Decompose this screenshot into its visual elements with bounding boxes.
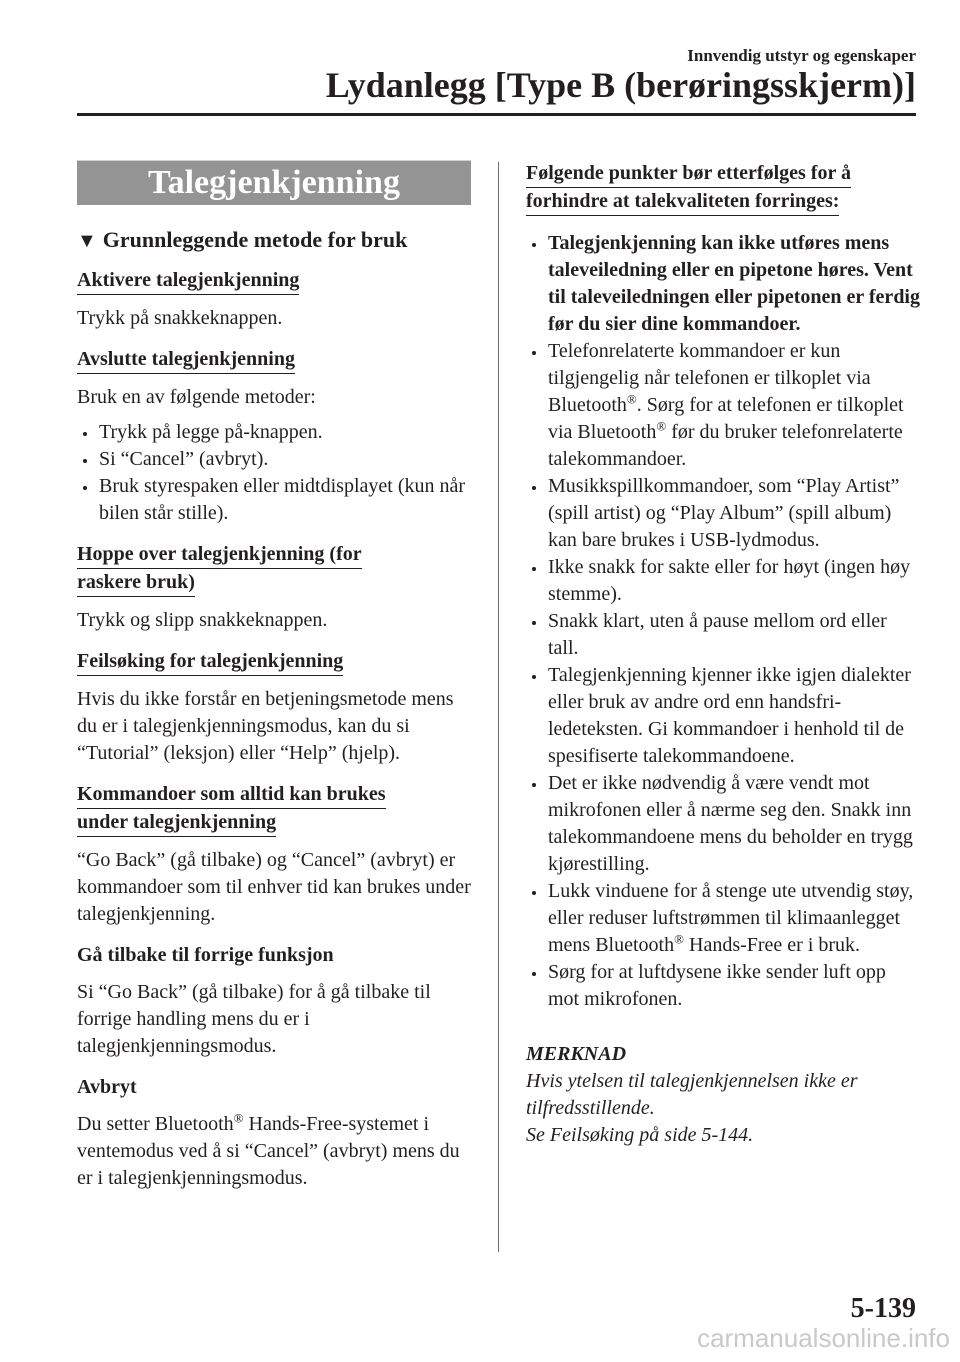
paragraph-end: Bruk en av følgende metoder: [77,386,316,409]
paragraph-troubleshoot: Hvis du ikke forstår en betjeningsmetode mens du er i talegjenkjenningsmodus, kan du si “Tutorial” (leksjon) eller “Help” (hjelp). [77,688,454,765]
text-run: Hands-Free er i bruk. [684,934,861,956]
subheading-go-back: Gå tilbake til forrige funksjon [77,944,334,967]
subheading-skip-line1: Hoppe over talegjenkjenning (for [77,541,362,569]
header-divider [77,113,916,116]
chapter-title: Lydanlegg [Type B (berøringsskjerm)] [325,65,916,105]
precautions-heading [526,160,920,216]
registered-mark: ® [674,931,684,947]
list-item: Si “Cancel” (avbryt). [77,446,471,473]
subheading-skip [77,541,471,597]
registered-mark: ® [626,391,637,407]
left-column [77,160,471,1192]
text-run: Telefonrelaterte kommandoer er kun tilgjengelig når telefonen er tilkoplet via Bluetooth [548,340,871,416]
list-item: Sørg for at luftdysene ikke sender luft opp mot mikrofonen. [526,959,920,1013]
section-heading [77,227,471,253]
list-item: Ikke snakk for sakte eller for høyt (ingen høy stemme). [526,554,920,608]
paragraph-activate: Trykk på snakkeknappen. [77,307,283,330]
precautions-heading-line1: Følgende punkter bør etterfølges for å [526,160,851,188]
column-divider [498,162,499,1252]
list-item: Musikkspillkommandoer, som “Play Artist” (spill artist) og “Play Album” (spill album) kan bare brukes i USB-lydmodus. [526,473,920,554]
precautions-list [526,230,920,1013]
text-run: før du bruker telefonrelaterte talekommandoer. [548,421,903,470]
subheading-end: Avslutte talegjenkjenning [77,346,295,374]
paragraph-commands: “Go Back” (gå tilbake) og “Cancel” (avbryt) er kommandoer som til enhver tid kan brukes under talegjenkjenning. [77,849,471,926]
subheading-cancel: Avbryt [77,1076,137,1099]
list-item: Trykk på legge på-knappen. [77,419,471,446]
page-number: 5-139 [850,1293,916,1324]
section-heading-text: Grunnleggende metode for bruk [102,227,408,252]
section-title: Innvendig utstyr og egenskaper [687,46,916,65]
note-line: Hvis ytelsen til talegjenkjennelsen ikke er [526,1070,858,1092]
registered-mark: ® [656,418,667,434]
list-item [526,878,920,959]
paragraph-go-back: Si “Go Back” (gå tilbake) for å gå tilbake til forrige handling mens du er i talegjenkjenningsmodus. [77,981,431,1058]
registered-mark: ® [233,1110,244,1126]
text-run: Du setter Bluetooth [77,1113,234,1136]
right-column [526,160,920,1149]
note-line: tilfredsstillende. [526,1097,655,1119]
paragraph-skip: Trykk og slipp snakkeknappen. [77,609,328,632]
list-item: Talegjenkjenning kan ikke utføres mens taleveiledning eller en pipetone høres. Vent til taleveiledningen eller pipetonen er ferdig før du sier dine kommandoer. [526,230,920,338]
precautions-heading-line2: forhindre at talekvaliteten forringes: [526,188,839,216]
subheading-troubleshoot: Feilsøking for talegjenkjenning [77,648,343,676]
subheading-commands-line2: under talegjenkjenning [77,809,276,837]
paragraph-cancel [77,1111,471,1192]
list-item: Det er ikke nødvendig å være vendt mot mikrofonen eller å nærme seg den. Snakk inn talekommandoene mens du beholder en trygg kjørestilling. [526,770,920,878]
end-methods-list [77,419,471,527]
list-item [526,338,920,473]
watermark: carmanualsonline.info [697,1323,950,1353]
subheading-skip-line2: raskere bruk) [77,569,195,597]
subheading-commands [77,781,471,837]
subheading-activate: Aktivere talegjenkjenning [77,267,299,295]
note-title: MERKNAD [526,1043,627,1065]
note-cross-reference: Se Feilsøking på side 5-144. [526,1124,754,1146]
text-run: Lukk vinduene for å stenge ute utvendig støy, eller reduser luftstrømmen til klimaanlegget mens Bluetooth [548,880,914,956]
triangle-marker-icon: ▼ [77,230,97,252]
list-item: Talegjenkjenning kjenner ikke igjen dialekter eller bruk av andre ord enn handsfri-ledeteksten. Gi kommandoer i henhold til de spesifiserte talekommandoene. [526,662,920,770]
topic-banner: Talegjenkjenning [77,160,471,205]
text-run: Hands-Free-systemet i ventemodus ved å si “Cancel” (avbryt) mens du er i talegjenkjenningsmodus. [77,1113,460,1190]
list-item: Snakk klart, uten å pause mellom ord eller tall. [526,608,920,662]
subheading-commands-line1: Kommandoer som alltid kan brukes [77,781,386,809]
text-run: . Sørg for at telefonen er tilkoplet via Bluetooth [548,394,904,443]
list-item: Bruk styrespaken eller midtdisplayet (kun når bilen står stille). [77,473,471,527]
